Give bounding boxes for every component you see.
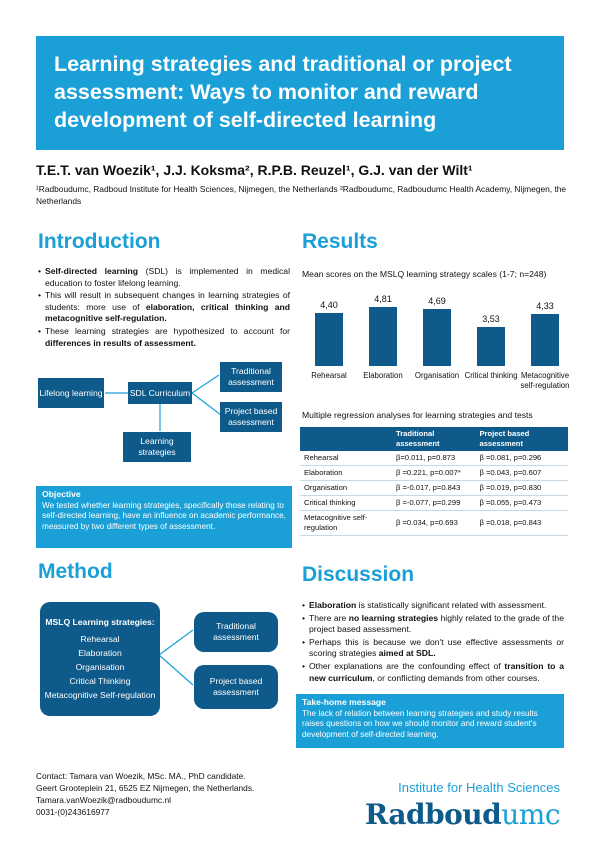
bar-value-label: 3,53 (482, 313, 500, 324)
table-cell: Rehearsal (300, 451, 392, 466)
mslq-list (45, 631, 156, 701)
introduction-bullets (38, 266, 290, 349)
mslq-item: Rehearsal (80, 634, 120, 644)
table-row (300, 466, 568, 481)
mslq-item: Elaboration (78, 648, 122, 658)
discussion-bullets (302, 600, 564, 684)
diagram-sdl-curriculum: SDL Curriculum (128, 382, 192, 404)
discussion-bullet: • Elaboration is statistically significant related with assessment. (302, 600, 564, 612)
takehome-text: The lack of relation between learning strategies and study results raises questions on how we should monitor and reward student's development of self-directed learning. (302, 708, 538, 739)
table-cell: β =0.019, p=0.830 (475, 481, 568, 496)
results-heading: Results (302, 230, 378, 253)
bar-category-label: Critical thinking (464, 371, 518, 380)
bar-category-label: Elaboration (363, 371, 403, 380)
table-cell: β =0.018, p=0.843 (475, 511, 568, 536)
logo-part1: Radboud (364, 798, 502, 831)
affiliations: ¹Radboudumc, Radboud Institute for Health Sciences, Nijmegen, the Netherlands ²Radboudumc, Radboudumc Health Academy, Nijmegen, the Netherlands (36, 184, 567, 206)
method-diagram-connectors (155, 600, 195, 700)
mslq-item: Organisation (75, 662, 125, 672)
objective-title: Objective (42, 489, 81, 499)
contact-line: Tamara.vanWoezik@radboudumc.nl (36, 795, 171, 805)
table-cell: β =-0.017, p=0.843 (392, 481, 475, 496)
radboudumc-logo (365, 798, 560, 831)
diagram-learning-strategies: Learning strategies (123, 432, 191, 462)
table-cell: β=0.011, p=0.873 (392, 451, 475, 466)
authors: T.E.T. van Woezik¹, J.J. Koksma², R.P.B. Reuzel¹, G.J. van der Wilt¹ (36, 162, 473, 178)
diagram-project-assessment: Project based assessment (220, 402, 282, 432)
table-caption: Multiple regression analyses for learning strategies and tests (302, 410, 533, 420)
introduction-bullet: • Self-directed learning (SDL) is implemented in medical education to foster lifelong learning. (38, 266, 290, 289)
diagram-traditional-assessment: Traditional assessment (220, 362, 282, 392)
chart-caption: Mean scores on the MSLQ learning strategy scales (1-7; n=248) (302, 269, 547, 279)
table-header (300, 427, 392, 451)
table-cell: β =0.055, p=0.473 (475, 496, 568, 511)
table-cell: Organisation (300, 481, 392, 496)
mslq-item: Metacognitive Self-regulation (44, 690, 156, 700)
discussion-heading: Discussion (302, 563, 415, 586)
method-project-assessment: Project based assessment (194, 665, 278, 709)
table-row (300, 496, 568, 511)
table-header: Project based assessment (475, 427, 568, 451)
bar-value-label: 4,81 (374, 293, 392, 304)
table-cell: β =-0.077, p=0.299 (392, 496, 475, 511)
table-header: Traditional assessment (392, 427, 475, 451)
contact-line: Contact: Tamara van Woezik, MSc. MA., PhD candidate. (36, 771, 246, 781)
bar-category-label: Organisation (414, 371, 460, 380)
regression-table (300, 427, 568, 536)
introduction-bullet: • This will result in subsequent changes in learning strategies of students: more use of elaboration, critical thinking and metacognitive self-regulation. (38, 290, 290, 325)
diagram-lifelong-learning: Lifelong learning (38, 378, 104, 408)
poster-title: Learning strategies and traditional or project assessment: Ways to monitor and reward development of self-directed learning (36, 36, 564, 150)
discussion-bullet: • There are no learning strategies highly related to the grade of the project based assessment. (302, 613, 564, 636)
table-row (300, 511, 568, 536)
takehome-box (296, 694, 564, 748)
institute-name: Institute for Health Sciences (398, 780, 560, 795)
contact-line: Geert Grooteplein 21, 6525 EZ Nijmegen, the Netherlands. (36, 783, 255, 793)
mslq-title: MSLQ Learning strategies: (45, 617, 155, 627)
discussion-bullet: • Other explanations are the confounding effect of transition to a new curriculum, or conflicting demands from other courses. (302, 661, 564, 684)
mslq-item: Critical Thinking (69, 676, 131, 686)
table-cell: β =0.081, p=0.296 (475, 451, 568, 466)
mslq-box (40, 602, 160, 716)
objective-box (36, 486, 292, 548)
objective-text: We tested whether learning strategies, specifically those relating to self-directed learning, have an influence on academic performance, measured by two different types of assessment. (42, 500, 286, 531)
bar-value-label: 4,40 (320, 300, 338, 311)
method-traditional-assessment: Traditional assessment (194, 612, 278, 652)
table-cell: β =0.221, p=0.007* (392, 466, 475, 481)
bar (369, 307, 397, 366)
contact-line: 0031-(0)243616977 (36, 807, 110, 817)
introduction-heading: Introduction (38, 230, 161, 253)
table-row (300, 481, 568, 496)
bar (315, 313, 343, 366)
bar (531, 314, 559, 366)
table-cell: Metacognitive self-regulation (300, 511, 392, 536)
table-cell: Elaboration (300, 466, 392, 481)
table-cell: β =0.043, p=0.607 (475, 466, 568, 481)
takehome-title: Take-home message (302, 697, 386, 707)
discussion-bullet: • Perhaps this is because we don't use effective assessments or scoring strategies aimed at SDL. (302, 637, 564, 660)
bar (423, 309, 451, 366)
bar-chart (300, 288, 570, 398)
table-row (300, 451, 568, 466)
logo-part2: umc (501, 798, 560, 831)
bar-category-label: Rehearsal (311, 371, 347, 380)
method-heading: Method (38, 560, 113, 583)
contact-info (36, 770, 254, 818)
table-cell: Critical thinking (300, 496, 392, 511)
introduction-bullet: • These learning strategies are hypothesized to account for differences in results of assessment. (38, 326, 290, 349)
bar-value-label: 4,33 (536, 301, 554, 312)
bar (477, 327, 505, 366)
table-cell: β =0.034, p=0.693 (392, 511, 475, 536)
bar-category-label: Metacognitive self-regulation (520, 371, 570, 390)
bar-value-label: 4,69 (428, 295, 446, 306)
